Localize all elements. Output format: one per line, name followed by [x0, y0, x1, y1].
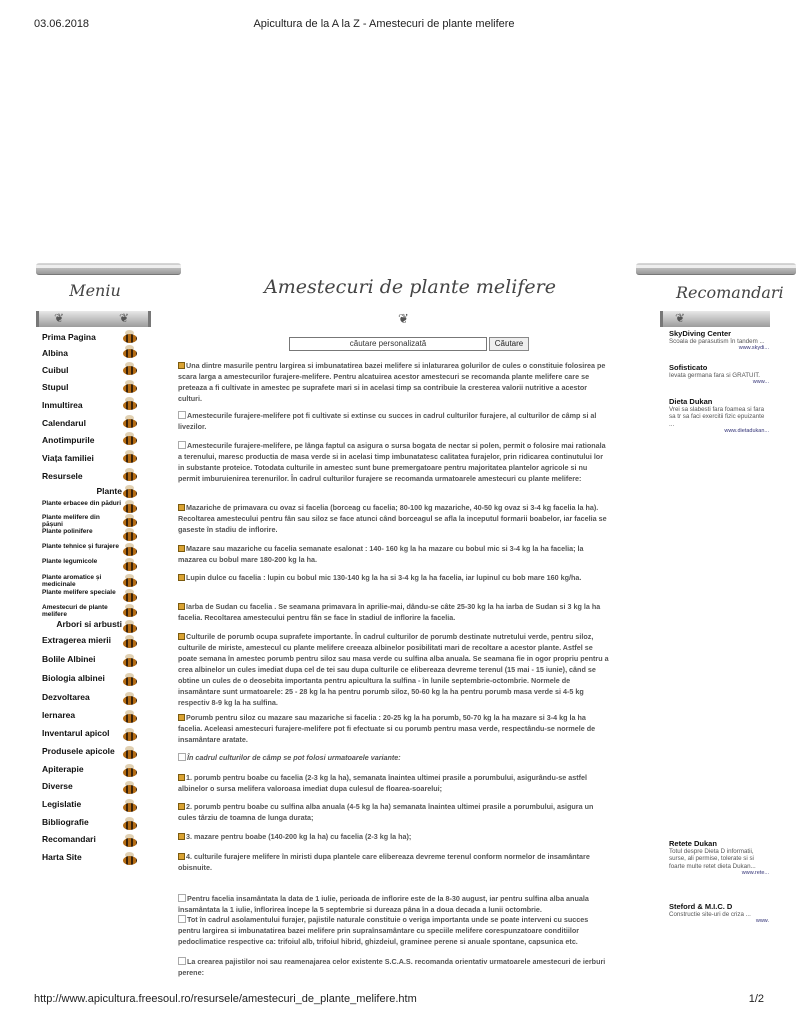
- bee-icon: [120, 543, 140, 559]
- content-paragraph: Pentru facelia insamântata la data de 1 iulie, perioada de inflorire este de la 8-30 august, iar pentru sulfina alba anuala însamântata la 1 iulie, înflorirea începe la 5 septembrie si dureaza pâna în a doua decada a lunii octombrie.: [178, 894, 589, 914]
- content-paragraph: Amestecurile furajere-melifere, pe lânga faptul ca asigura o sursa bogata de nectar si polen, permit o folosire mai rationala a terenului, maresc productia de masa verde si in acelasi timp imbunatatesc calitatea furajelor, prin ridicarea continutului lor in substante proteice. Totodata culturile in amestec sunt bune premergatoare pentru majoritatea plantelor agricole si nu permit imburuienirea terenurilor. În cadrul culturilor furajere se recomanda urmatoarele amestecuri cu plante melifere:: [178, 441, 606, 483]
- menu-item-recomandari[interactable]: Recomandari: [42, 834, 96, 844]
- bullet-icon: [178, 853, 185, 860]
- menu-item-arbori[interactable]: Arbori si arbusti: [56, 619, 122, 629]
- bee-icon: [120, 781, 140, 797]
- content-paragraph: Una dintre masurile pentru largirea si imbunatatirea bazei melifere si inlaturarea golurilor de cules o constituie folosirea pe scara larga a amestecurilor furajere-melifere. Pentru alcatuirea acestor amestecuri se recomanda plante melifere care se preteaza a fi cultivate in amestec pe suprafete mari si in acelasi timp sa contribuie la cresterea valorii nutritive a acestor culturi.: [178, 361, 606, 403]
- menu-item-albina[interactable]: Albina: [42, 348, 68, 358]
- menu-item-dezvoltarea[interactable]: Dezvoltarea: [42, 692, 90, 702]
- content-paragraph: 3. mazare pentru boabe (140-200 kg la ha) cu facelia (2-3 kg la ha);: [178, 831, 610, 842]
- ad-title[interactable]: Sofisticato: [669, 363, 708, 372]
- print-title: Apicultura de la A la Z - Amestecuri de plante melifere: [253, 18, 515, 30]
- ad-title[interactable]: Retete Dukan: [669, 839, 717, 848]
- bee-icon: [120, 635, 140, 651]
- bee-icon: [120, 380, 140, 396]
- print-page-number: 1/2: [748, 993, 764, 1005]
- ad-source[interactable]: www.: [755, 918, 769, 924]
- menu-item-iernarea[interactable]: Iernarea: [42, 710, 76, 720]
- bullet-icon: [178, 574, 185, 581]
- content-paragraph: Mazare sau mazariche cu facelia semanate esalonat : 140- 160 kg la ha mazare cu bobul mic si 3-4 kg la ha facelia; la mazarea cu bobul mare 180-200 kg la ha.: [178, 544, 584, 564]
- ad-text: Totul despre Dieta D informatii, surse, ali permise, tolerate si si foarte multe retet dieta Dukan...: [669, 847, 756, 870]
- page-title: Amestecuri de plante melifere: [264, 276, 556, 298]
- content-paragraph: Mazariche de primavara cu ovaz si facelia (borceag cu facelia; 80-100 kg mazariche, 40-50 kg ovaz si 3-4 kg facelia la ha). Recoltarea amestecului pentru fân sau siloz se face atunci când borceagul se afla la inceputul formarii boabelor, iar facelia se gaseste în stadiu de inflorire.: [178, 503, 607, 534]
- bullet-icon: [178, 362, 185, 369]
- menu-item-calendarul[interactable]: Calendarul: [42, 418, 86, 428]
- ad-item[interactable]: [669, 364, 769, 387]
- menu-item-cuibul[interactable]: Cuibul: [42, 365, 69, 375]
- content-paragraph: Amestecurile furajere-melifere pot fi cultivate si extinse cu succes in cadrul culturilor furajere, al culturilor de câmp si al livezilor.: [178, 411, 597, 431]
- menu-subitem[interactable]: Plante erbacee din păduri: [42, 500, 122, 507]
- menu-heading: Meniu: [69, 281, 121, 300]
- bee-icon: [120, 574, 140, 590]
- bee-icon: [120, 728, 140, 744]
- print-url: http://www.apicultura.freesoul.ro/resursele/amestecuri_de_plante_melifere.htm: [34, 993, 417, 1005]
- bee-icon: [120, 852, 140, 868]
- content-paragraph: Lupin dulce cu facelia : lupin cu bobul mic 130-140 kg la ha si 3-4 kg la ha facelia, iar lupinul cu bob mare 160 kg/ha.: [178, 572, 610, 583]
- ad-source[interactable]: www.rete...: [741, 870, 769, 876]
- content-paragraph: 1. porumb pentru boabe cu facelia (2-3 kg la ha), semanata înaintea ultimei prasile a porumbului, asigurându-se astfel albinelor o sursa melifera valoroasa imediat dupa culesul de floarea-soarelui;: [178, 773, 588, 793]
- bee-icon: [120, 330, 140, 346]
- bee-icon: [120, 620, 140, 636]
- ornament-icon: ❦: [675, 311, 686, 325]
- broken-image-icon: [178, 753, 186, 761]
- menu-item-bolile-albinei[interactable]: Bolile Albinei: [42, 654, 96, 664]
- broken-image-icon: [178, 894, 186, 902]
- menu-subitem[interactable]: Plante tehnice și furajere: [42, 543, 119, 550]
- search-button[interactable]: Căutare: [489, 337, 529, 351]
- right-scroll-ornament: [636, 263, 796, 275]
- bee-icon: [120, 654, 140, 670]
- menu-subitem[interactable]: Plante melifere din pășuni: [42, 514, 100, 528]
- bee-icon: [120, 673, 140, 689]
- menu-scroll-bar: [36, 311, 151, 327]
- content-paragraph: Porumb pentru siloz cu mazare sau mazariche si facelia : 20-25 kg la ha porumb, 50-70 kg la ha mazare si 3-4 kg la ha facelia. Aceleasi amestecuri furajere-melifere pot fi efectuate si cu porumb pentru masa verde, respectându-se normele de insamântare aratate.: [178, 713, 596, 744]
- search-input[interactable]: căutare personalizată: [289, 337, 487, 351]
- right-column: [636, 263, 784, 963]
- bullet-icon: [178, 774, 185, 781]
- bullet-icon: [178, 714, 185, 721]
- bullet-icon: [178, 545, 185, 552]
- ad-item[interactable]: [669, 330, 769, 353]
- ad-text: Constructie site-uri de criza ...: [669, 910, 751, 918]
- broken-image-icon: [178, 915, 186, 923]
- bee-icon: [120, 468, 140, 484]
- content-paragraph: La crearea pajistilor noi sau reamenajarea celor existente S.C.A.S. recomanda orientativ urmatoarele amestecuri de ierburi perene:: [178, 957, 606, 977]
- ad-source[interactable]: www.skydi...: [738, 345, 769, 351]
- bee-icon: [120, 834, 140, 850]
- bee-icon: [120, 362, 140, 378]
- menu-subitem[interactable]: Plante legumicole: [42, 558, 98, 565]
- right-heading: Recomandari: [676, 283, 784, 302]
- content-paragraph: 4. culturile furajere melifere în miristi dupa plantele care elibereaza devreme terenul conform normelor de insamântare obisnuite.: [178, 852, 590, 872]
- menu-subitem[interactable]: Plante poliniferе: [42, 528, 93, 535]
- content-paragraph: Culturile de porumb ocupa suprafete importante. În cadrul culturilor de porumb destinate nutretului verde, pentru siloz, culturile de miriste, amestecul cu plante melifere creeaza albinelor posibilitati mari de recoltare a acestor plante. Astfel se poate semana în amestec porumb pentru siloz sau masa verde cu sulfina alba anuala. Se seamana fie in ogor propriu pentru a crea albinelor un cules imediat dupa cel de tei sau dupa culturile ce elibereaza devreme terenul (15 mai - 15 iunie), când se obtine un cules de o deosebita importanta pentru apicultura la sulfina - în lunile septembrie-octombrie. Normele de insamântare sunt urmatoarele: 25 - 28 kg la ha pentru porumb siloz, 50-60 kg la ha pentru porumb masa verde si 4-5 kg respectiv 8-9 kg la ha sulfina.: [178, 632, 609, 707]
- menu-item-viata-familiei[interactable]: Viața familiei: [42, 453, 94, 463]
- content-paragraph: Iarba de Sudan cu facelia . Se seamana primavara în aprilie-mai, dându-se câte 25-30 kg la ha iarba de Sudan si 3 kg la ha facelia. Recoltarea amestecului pentru fân se face în stadiul de inflorire la facelia.: [178, 602, 601, 622]
- bullet-icon: [178, 603, 185, 610]
- ad-item[interactable]: [669, 398, 769, 436]
- menu-subitem[interactable]: Amestecuri de plante melifere: [42, 604, 108, 618]
- menu-item-apiterapie[interactable]: Apiterapie: [42, 764, 84, 774]
- bee-icon: [120, 604, 140, 620]
- ad-source[interactable]: www.dietadukan...: [724, 428, 769, 434]
- print-date: 03.06.2018: [34, 18, 90, 30]
- menu-item-harta-site[interactable]: Harta Site: [42, 852, 82, 862]
- ad-text: Ievata germana fara si GRATUIT.: [669, 371, 761, 379]
- bee-icon: [120, 485, 140, 501]
- bee-icon: [120, 450, 140, 466]
- ad-source[interactable]: www...: [752, 379, 769, 385]
- menu-scroll-ornament: [36, 263, 181, 275]
- broken-image-icon: [178, 957, 186, 965]
- left-menu: [36, 263, 181, 863]
- broken-image-icon: [178, 441, 186, 449]
- menu-item-inventarul-apicol[interactable]: Inventarul apicol: [42, 728, 110, 738]
- menu-item-stupul[interactable]: Stupul: [42, 382, 69, 392]
- bee-icon: [120, 764, 140, 780]
- print-header: [0, 18, 768, 32]
- bee-icon: [120, 432, 140, 448]
- bee-icon: [120, 799, 140, 815]
- bee-icon: [120, 528, 140, 544]
- ornament-icon: ❦: [54, 311, 65, 325]
- menu-item-diverse[interactable]: Diverse: [42, 781, 73, 791]
- bee-icon: [120, 710, 140, 726]
- bullet-icon: [178, 833, 185, 840]
- right-scroll-bar: [660, 311, 770, 327]
- bullet-icon: [178, 504, 185, 511]
- bullet-icon: [178, 633, 185, 640]
- menu-item-inmultirea[interactable]: Inmultirea: [42, 400, 83, 410]
- content-paragraph: Tot în cadrul asolamentului furajer, pajistile naturale constituie o veriga importanta unde se poate interveni cu succes pentru largirea si imbunatatirea bazei melifere prin supraînsamântare cu speciile melifere corespunzatoare conditiilor pedoclimatice respective ca: trifoiul alb, trifoiul hibrid, ghizdeiul, graminee perene si anuale spontane, capsunica etc.: [178, 915, 589, 946]
- bee-icon: [120, 692, 140, 708]
- menu-item-bibliografie[interactable]: Bibliografie: [42, 817, 89, 827]
- menu-item-prima-pagina[interactable]: Prima Pagina: [42, 332, 96, 342]
- print-footer: [0, 993, 768, 1007]
- content-paragraph: În cadrul culturilor de câmp se pot folosi urmatoarele variante:: [178, 752, 610, 763]
- menu-subitem[interactable]: Plante aromatice și medicinale: [42, 574, 102, 588]
- menu-item-plante[interactable]: Plante: [96, 486, 122, 496]
- menu-item-legislatie[interactable]: Legislatie: [42, 799, 82, 809]
- menu-item-resursele[interactable]: Resursele: [42, 471, 83, 481]
- ad-item[interactable]: [669, 903, 769, 926]
- bee-icon: [120, 817, 140, 833]
- menu-subitem[interactable]: Plante melifere speciale: [42, 589, 116, 596]
- ad-text: Vrei sa slabesti fara foamea si fara sa tr sa faci exercitii fizic epuizante ...: [669, 405, 765, 428]
- bee-icon: [120, 746, 140, 762]
- content-paragraph: 2. porumb pentru boabe cu sulfina alba anuala (4-5 kg la ha) semanata înaintea ultimei prasile a porumbului, asigura un cules târziu de toamna de lunga durata;: [178, 802, 594, 822]
- ad-item[interactable]: [669, 840, 769, 878]
- ad-title[interactable]: SkyDiving Center: [669, 329, 732, 338]
- ad-title[interactable]: Steford & M.I.C. D: [669, 902, 733, 911]
- menu-item-extragerea-mierii[interactable]: Extragerea mierii: [42, 635, 111, 645]
- bullet-icon: [178, 803, 185, 810]
- ad-title[interactable]: Dieta Dukan: [669, 397, 713, 406]
- broken-image-icon: [178, 411, 186, 419]
- menu-item-biologia-albinei[interactable]: Biologia albinei: [42, 673, 105, 683]
- menu-item-anotimpurile[interactable]: Anotimpurile: [42, 435, 95, 445]
- bee-icon: [120, 397, 140, 413]
- bee-icon: [120, 589, 140, 605]
- ornament-icon: ❦: [119, 311, 130, 325]
- bee-icon: [120, 415, 140, 431]
- bee-icon: [120, 558, 140, 574]
- bee-icon: [120, 345, 140, 361]
- ad-text: Scoala de parasutism în tandem ...: [669, 337, 765, 345]
- ornament-icon: ❦: [398, 311, 409, 326]
- menu-item-produsele-apicole[interactable]: Produsele apicole: [42, 746, 115, 756]
